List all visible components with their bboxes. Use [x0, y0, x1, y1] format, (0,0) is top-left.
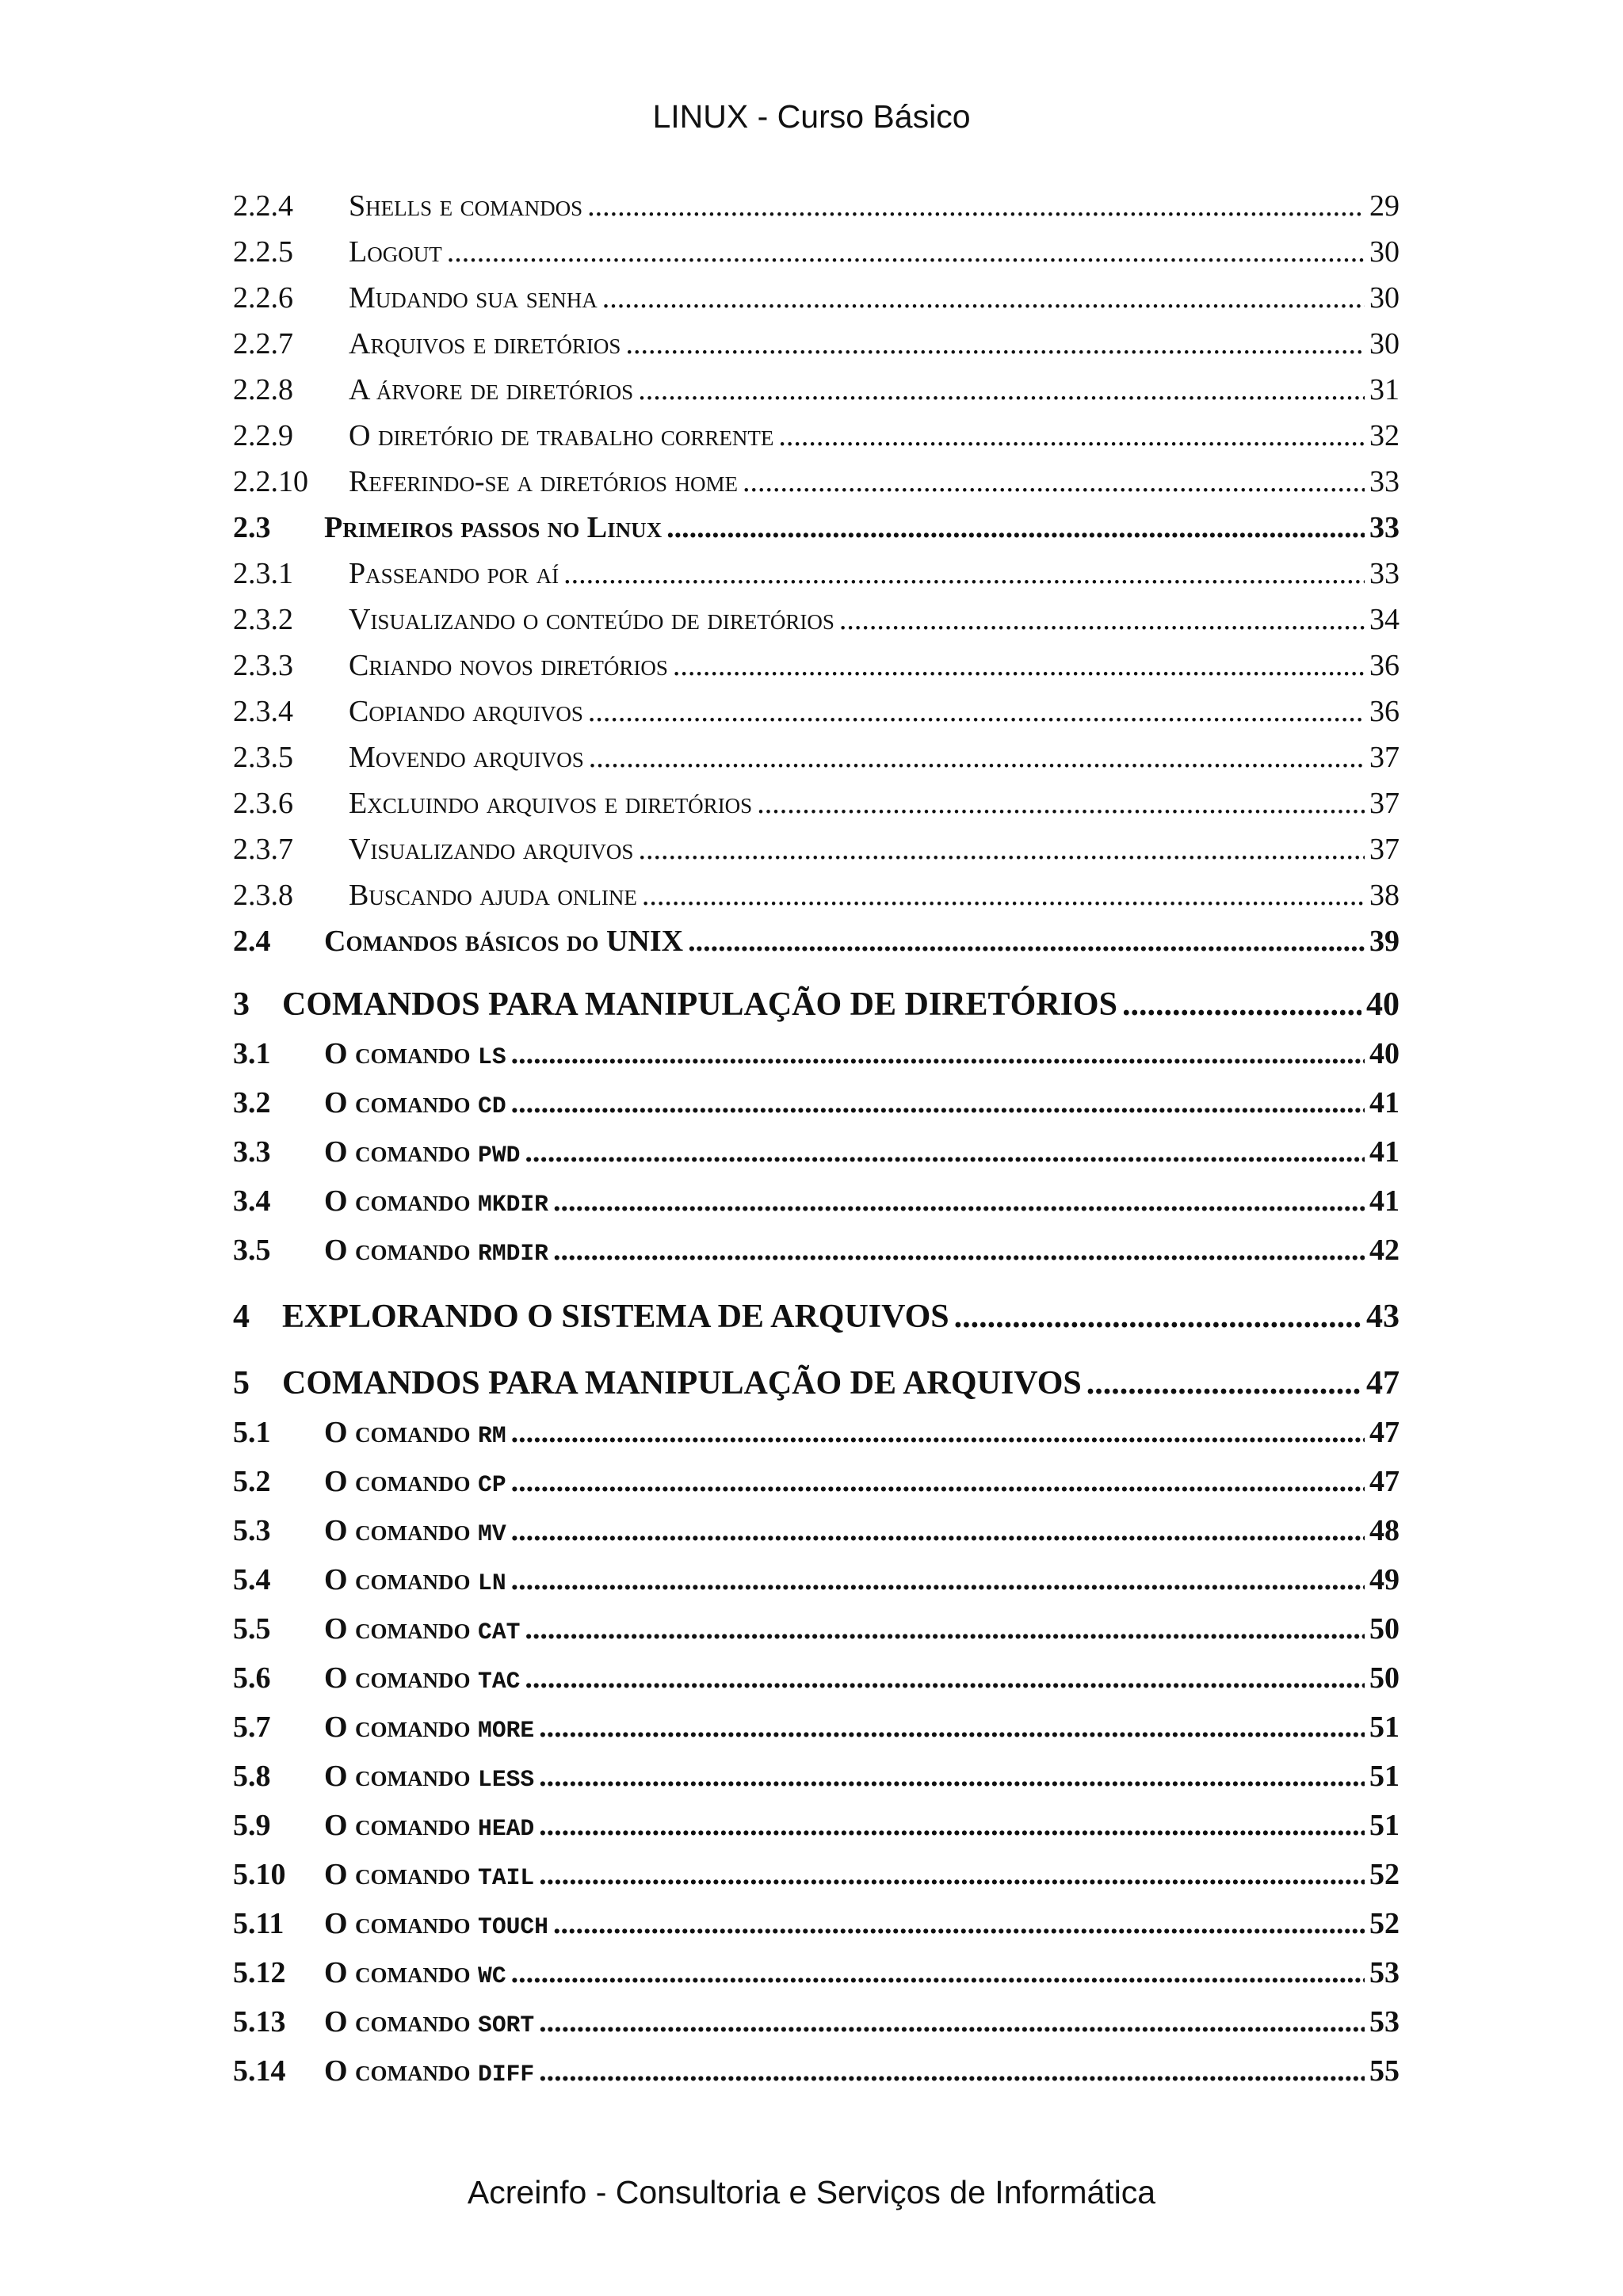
- toc-page: 49: [1369, 1563, 1400, 1596]
- toc-number: 2.2.7: [233, 327, 293, 360]
- toc-title: EXPLORANDO O SISTEMA DE ARQUIVOS: [282, 1299, 949, 1335]
- toc-page: 47: [1369, 1465, 1400, 1498]
- toc-page: 39: [1369, 925, 1400, 958]
- toc-page: 43: [1366, 1299, 1400, 1335]
- toc-number: 5.11: [233, 1907, 285, 1940]
- toc-number: 2.2.6: [233, 281, 293, 315]
- toc-leader: [539, 2004, 1365, 2039]
- toc-page: 33: [1369, 465, 1400, 498]
- toc-page: 55: [1369, 2054, 1400, 2088]
- toc-title: O comando MKDIR: [324, 1184, 548, 1218]
- toc-page: 33: [1369, 511, 1400, 544]
- toc-number: 5.8: [233, 1760, 271, 1793]
- toc-number: 2.3.6: [233, 787, 293, 820]
- toc-number: 5.5: [233, 1612, 271, 1646]
- toc-page: 29: [1369, 189, 1400, 223]
- command-code: CD: [478, 1093, 506, 1119]
- toc-page: 41: [1369, 1184, 1400, 1218]
- toc-number: 5.1: [233, 1416, 271, 1449]
- toc-number: 2.3.8: [233, 879, 293, 912]
- toc-leader: [525, 1661, 1365, 1695]
- toc-page: 52: [1369, 1907, 1400, 1940]
- toc-leader: [525, 1611, 1365, 1646]
- command-code: LESS: [478, 1766, 535, 1793]
- toc-entry[interactable]: [233, 2004, 1400, 2054]
- toc-title: Comandos básicos do UNIX: [324, 925, 684, 958]
- toc-number: 5.12: [233, 1956, 286, 1989]
- toc-title: O comando DIFF: [324, 2054, 535, 2088]
- toc-number: 2.3.7: [233, 833, 293, 866]
- toc-number: 2.2.4: [233, 189, 293, 223]
- toc-leader: [553, 1906, 1365, 1941]
- toc-entry[interactable]: [233, 510, 1400, 556]
- toc-leader: [638, 832, 1365, 867]
- toc-page: 40: [1366, 986, 1400, 1023]
- toc-number: 2.3.3: [233, 649, 293, 682]
- toc-number: 3.3: [233, 1135, 271, 1169]
- toc-leader: [539, 1857, 1365, 1892]
- toc-entry[interactable]: [233, 1906, 1400, 1955]
- toc-number: 2.3.2: [233, 603, 293, 636]
- toc-leader: [539, 1759, 1365, 1794]
- toc-number: 2.2.8: [233, 373, 293, 406]
- toc-title: COMANDOS PARA MANIPULAÇÃO DE DIRETÓRIOS: [282, 986, 1117, 1023]
- toc-number: 5.14: [233, 2054, 286, 2088]
- toc-title: O comando RM: [324, 1416, 506, 1449]
- toc-leader: [757, 786, 1365, 821]
- toc-title: O comando LESS: [324, 1760, 535, 1793]
- toc-title: A árvore de diretórios: [349, 373, 634, 406]
- toc-title: O diretório de trabalho corrente: [349, 419, 774, 452]
- toc-title: O comando TAIL: [324, 1858, 535, 1891]
- toc-title: Copiando arquivos: [349, 695, 583, 728]
- toc-leader: [839, 602, 1365, 637]
- toc-number: 5.13: [233, 2005, 286, 2039]
- toc-number: 2.2.5: [233, 235, 293, 269]
- toc-page: 30: [1369, 327, 1400, 360]
- command-code: MORE: [478, 1717, 535, 1744]
- command-code: TAIL: [478, 1864, 535, 1891]
- toc-entry[interactable]: [233, 280, 1400, 326]
- toc-page: 42: [1369, 1234, 1400, 1267]
- toc-leader: [563, 556, 1365, 591]
- toc-title: Visualizando o conteúdo de diretórios: [349, 603, 834, 636]
- toc-leader: [673, 648, 1365, 683]
- toc-leader: [642, 878, 1365, 913]
- toc-title: O comando LN: [324, 1563, 506, 1596]
- toc-title: O comando TAC: [324, 1661, 521, 1695]
- toc-leader: [511, 1562, 1365, 1597]
- toc-entry[interactable]: [233, 372, 1400, 418]
- toc-entry[interactable]: [233, 1184, 1400, 1233]
- command-code: WC: [478, 1962, 506, 1989]
- toc-page: 51: [1369, 1760, 1400, 1793]
- toc-number: 2.3.4: [233, 695, 293, 728]
- toc-page: 30: [1369, 281, 1400, 315]
- toc-page: 41: [1369, 1086, 1400, 1119]
- toc-number: 5.2: [233, 1465, 271, 1498]
- toc-page: 53: [1369, 1956, 1400, 1989]
- toc-number: 2.2.9: [233, 419, 293, 452]
- command-code: RMDIR: [478, 1240, 548, 1267]
- toc-chapter[interactable]: [233, 1298, 1400, 1348]
- toc-leader: [511, 1955, 1365, 1990]
- toc-page: 50: [1369, 1612, 1400, 1646]
- command-code: TOUCH: [478, 1913, 548, 1940]
- toc-title: O comando LS: [324, 1037, 506, 1070]
- toc-leader: [539, 1710, 1365, 1745]
- toc-title: Arquivos e diretórios: [349, 327, 621, 360]
- toc-number: 5.9: [233, 1809, 271, 1842]
- toc-entry[interactable]: [233, 1464, 1400, 1513]
- toc-title: O comando TOUCH: [324, 1907, 548, 1940]
- command-code: SORT: [478, 2012, 535, 2039]
- toc-title: Mudando sua senha: [349, 281, 598, 315]
- toc-page: 34: [1369, 603, 1400, 636]
- toc-page: 37: [1369, 741, 1400, 774]
- toc-title: Excluindo arquivos e diretórios: [349, 787, 753, 820]
- command-code: RM: [478, 1422, 506, 1449]
- toc-leader: [743, 464, 1365, 499]
- page-footer: Acreinfo - Consultoria e Serviços de Informática: [467, 2174, 1156, 2210]
- toc-title: O comando RMDIR: [324, 1234, 548, 1267]
- toc-page: 50: [1369, 1661, 1400, 1695]
- toc-leader: [625, 326, 1365, 361]
- toc-leader: [688, 924, 1365, 959]
- toc-leader: [1086, 1364, 1361, 1402]
- toc-title: Passeando por aí: [349, 557, 559, 590]
- toc-number: 5.10: [233, 1858, 286, 1891]
- toc-leader: [511, 1085, 1365, 1120]
- toc-title: Logout: [349, 235, 442, 269]
- toc-number: 5: [233, 1365, 250, 1402]
- toc-title: O comando CP: [324, 1465, 506, 1498]
- toc-entry[interactable]: [233, 786, 1400, 832]
- toc-page: 37: [1369, 833, 1400, 866]
- toc-entry[interactable]: [233, 694, 1400, 740]
- toc-entry[interactable]: [233, 1955, 1400, 2004]
- toc-page: 52: [1369, 1858, 1400, 1891]
- toc-number: 5.3: [233, 1514, 271, 1547]
- toc-page: 51: [1369, 1809, 1400, 1842]
- toc-title: Buscando ajuda online: [349, 879, 637, 912]
- toc-title: O comando MV: [324, 1514, 506, 1547]
- toc-entry[interactable]: [233, 1562, 1400, 1611]
- toc-entry[interactable]: [233, 1513, 1400, 1562]
- command-code: TAC: [478, 1668, 521, 1695]
- toc-page: 38: [1369, 879, 1400, 912]
- toc-page: 32: [1369, 419, 1400, 452]
- toc-entry[interactable]: [233, 1233, 1400, 1282]
- toc-page: 31: [1369, 373, 1400, 406]
- toc-number: 2.2.10: [233, 465, 308, 498]
- toc-entry[interactable]: [233, 1036, 1400, 1085]
- toc-number: 3.5: [233, 1234, 271, 1267]
- toc-leader: [638, 372, 1365, 407]
- toc-title: Visualizando arquivos: [349, 833, 634, 866]
- toc-page: 47: [1369, 1416, 1400, 1449]
- toc-page: 51: [1369, 1711, 1400, 1744]
- toc-number: 2.3.1: [233, 557, 293, 590]
- toc-leader: [1122, 986, 1361, 1024]
- toc-entry[interactable]: [233, 878, 1400, 924]
- toc-entry[interactable]: [233, 1135, 1400, 1184]
- toc-page: 47: [1366, 1365, 1400, 1402]
- toc-entry[interactable]: [233, 924, 1400, 970]
- page-header: LINUX - Curso Básico: [652, 98, 971, 135]
- toc-entry[interactable]: [233, 1759, 1400, 1808]
- toc-leader: [539, 2054, 1365, 2088]
- toc-title: O comando HEAD: [324, 1809, 535, 1842]
- toc-title: Primeiros passos no Linux: [324, 511, 663, 544]
- toc-number: 2.3.5: [233, 741, 293, 774]
- toc-entry[interactable]: [233, 1661, 1400, 1710]
- toc-page: 53: [1369, 2005, 1400, 2039]
- toc-leader: [954, 1298, 1361, 1336]
- toc-entry[interactable]: [233, 556, 1400, 602]
- command-code: LS: [478, 1043, 506, 1070]
- command-code: MKDIR: [478, 1191, 548, 1218]
- command-code: DIFF: [478, 2061, 535, 2088]
- toc-page: 36: [1369, 649, 1400, 682]
- toc-number: 5.4: [233, 1563, 271, 1596]
- toc-entry[interactable]: [233, 189, 1400, 235]
- toc-number: 5.6: [233, 1661, 271, 1695]
- toc-entry[interactable]: [233, 602, 1400, 648]
- toc-page: 33: [1369, 557, 1400, 590]
- toc-leader: [539, 1808, 1365, 1843]
- toc-title: Movendo arquivos: [349, 741, 584, 774]
- toc-leader: [511, 1036, 1365, 1071]
- toc-entry[interactable]: [233, 1710, 1400, 1759]
- toc-entry[interactable]: [233, 1085, 1400, 1135]
- toc-leader: [511, 1415, 1365, 1450]
- command-code: PWD: [478, 1142, 521, 1169]
- toc-chapter[interactable]: [233, 986, 1400, 1036]
- toc-page: 30: [1369, 235, 1400, 269]
- toc-leader: [587, 189, 1365, 223]
- toc-page: 41: [1369, 1135, 1400, 1169]
- toc-leader: [447, 235, 1365, 269]
- toc-entry[interactable]: [233, 1611, 1400, 1661]
- command-code: CP: [478, 1471, 506, 1498]
- toc-entry[interactable]: [233, 2054, 1400, 2103]
- toc-number: 3.2: [233, 1086, 271, 1119]
- toc-number: 3.1: [233, 1037, 271, 1070]
- toc-title: Referindo-se a diretórios home: [349, 465, 738, 498]
- toc-entry[interactable]: [233, 1808, 1400, 1857]
- toc-leader: [589, 740, 1365, 775]
- toc-title: O comando CAT: [324, 1612, 521, 1646]
- toc-entry[interactable]: [233, 832, 1400, 878]
- toc-title: O comando SORT: [324, 2005, 535, 2039]
- toc-leader: [778, 418, 1365, 453]
- toc-leader: [666, 510, 1365, 545]
- toc-leader: [525, 1135, 1365, 1169]
- toc-title: O comando CD: [324, 1086, 506, 1119]
- toc-number: 2.3: [233, 511, 271, 544]
- toc-title: O comando WC: [324, 1956, 506, 1989]
- toc-number: 3: [233, 986, 250, 1023]
- toc-title: Criando novos diretórios: [349, 649, 668, 682]
- toc-entry[interactable]: [233, 1857, 1400, 1906]
- toc-title: O comando MORE: [324, 1711, 535, 1744]
- toc-leader: [511, 1513, 1365, 1548]
- toc-entry[interactable]: [233, 418, 1400, 464]
- command-code: CAT: [478, 1619, 521, 1646]
- table-of-contents: [233, 189, 1400, 2103]
- toc-page: 40: [1369, 1037, 1400, 1070]
- toc-page: 37: [1369, 787, 1400, 820]
- toc-number: 4: [233, 1299, 250, 1335]
- command-code: LN: [478, 1569, 506, 1596]
- toc-number: 2.4: [233, 925, 271, 958]
- toc-number: 3.4: [233, 1184, 271, 1218]
- toc-leader: [511, 1464, 1365, 1499]
- toc-leader: [553, 1184, 1365, 1219]
- toc-entry[interactable]: [233, 648, 1400, 694]
- toc-title: COMANDOS PARA MANIPULAÇÃO DE ARQUIVOS: [282, 1365, 1082, 1402]
- command-code: MV: [478, 1520, 506, 1547]
- toc-title: O comando PWD: [324, 1135, 521, 1169]
- toc-entry[interactable]: [233, 464, 1400, 510]
- toc-entry[interactable]: [233, 1415, 1400, 1464]
- toc-chapter[interactable]: [233, 1364, 1400, 1415]
- toc-page: 36: [1369, 695, 1400, 728]
- toc-entry[interactable]: [233, 235, 1400, 280]
- toc-title: Shells e comandos: [349, 189, 583, 223]
- toc-leader: [602, 280, 1365, 315]
- toc-entry[interactable]: [233, 326, 1400, 372]
- toc-number: 5.7: [233, 1711, 271, 1744]
- toc-entry[interactable]: [233, 740, 1400, 786]
- command-code: HEAD: [478, 1815, 535, 1842]
- toc-leader: [553, 1233, 1365, 1268]
- toc-leader: [588, 694, 1365, 729]
- toc-page: 48: [1369, 1514, 1400, 1547]
